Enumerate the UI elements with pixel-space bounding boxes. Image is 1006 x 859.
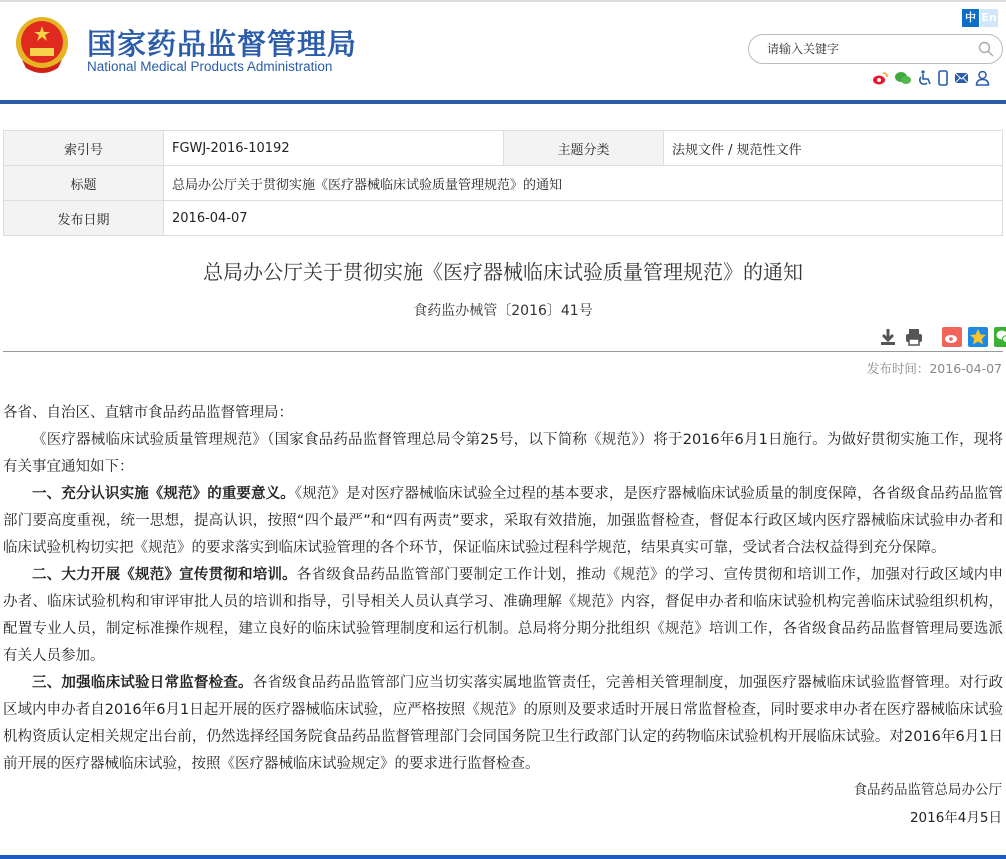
share-weibo-icon[interactable] <box>942 327 962 347</box>
title-value: 总局办公厅关于贯彻实施《医疗器械临床试验质量管理规范》的通知 <box>164 166 1003 201</box>
date-label: 发布日期 <box>4 201 164 236</box>
site-header <box>0 0 1006 100</box>
search-icon[interactable] <box>978 41 994 57</box>
lang-zh-button[interactable]: 中 <box>962 9 979 27</box>
table-row <box>4 131 1003 166</box>
paragraph-2-heading: 二、大力开展《规范》宣传贯彻和培训。 <box>32 567 297 583</box>
signer: 食品药品监管总局办公厅 <box>853 782 1002 798</box>
category-label: 主题分类 <box>504 131 664 166</box>
lang-en-button[interactable]: En <box>980 9 998 27</box>
user-icon[interactable] <box>975 70 990 86</box>
weibo-icon[interactable] <box>872 70 888 86</box>
paragraph-2-body: 各省级食品药品监管部门要制定工作计划，推动《规范》的学习、宣传贯彻和培训工作，加强对行政区域内申办者、临床试验机构和审评审批人员的培训和指导，引导相关人员认真学习、准确理解《规范》内容，督促申办者和临床试验机构完善临床试验组织机构，配置专业人员，制定标准操作规程，建立良好的临床试验管理制度和运行机制。总局将分期分批组织《规范》培训工作，各省级食品药品监督管理局要选派有关人员参加。 <box>3 567 1004 664</box>
search-placeholder: 请输入关键字 <box>767 42 840 56</box>
index-value: FGWJ-2016-10192 <box>164 131 504 166</box>
paragraph-1-body: 《规范》是对医疗器械临床试验全过程的基本要求，是医疗器械临床试验质量的制度保障，各省级食品药品监管部门要高度重视，统一思想，提高认识，按照“四个最严”和“四有两责”要求，采取有效措施，加强监督检查，督促本行政区域内医疗器械临床试验申办者和临床试验机构切实把《规范》的要求落实到临床试验管理的各个环节，保证临床试验过程科学规范，结果真实可靠，受试者合法权益得到充分保障。 <box>3 486 1003 556</box>
wechat-icon[interactable] <box>894 70 912 86</box>
paragraph-1-heading: 一、充分认识实施《规范》的重要意义。 <box>32 486 295 502</box>
paragraph-3-body: 各省级食品药品监管部门应当切实落实属地监管责任，完善相关管理制度，加强医疗器械临床试验监督管理。对行政区域内申办者自2016年6月1日起开展的医疗器械临床试验，应严格按照《规范》的原则及要求适时开展日常监督检查，同时要求申办者在医疗器械临床试验机构资质认定相关规定出台前，仍然选择经国务院食品药品监督管理部门会同国务院卫生行政部门认定的药物临床试验机构开展临床试验。对2016年6月1日前开展的医疗器械临床试验，按照《医疗器械临床试验规定》的要求进行监督检查。 <box>3 675 1003 772</box>
table-row <box>4 201 1003 236</box>
paragraph-2 <box>3 562 1003 670</box>
title-divider <box>3 351 1003 352</box>
accessibility-icon[interactable] <box>918 70 932 86</box>
paragraph-3-heading: 三、加强临床试验日常监督检查。 <box>32 675 253 691</box>
index-label: 索引号 <box>4 131 164 166</box>
table-row <box>4 166 1003 201</box>
publish-time: 发布时间：2016-04-07 <box>866 361 1002 376</box>
search-input[interactable] <box>748 34 1003 64</box>
article-title: 总局办公厅关于贯彻实施《医疗器械临床试验质量管理规范》的通知 <box>203 260 803 284</box>
site-title-en: National Medical Products Administration <box>87 59 333 74</box>
footer-divider <box>0 855 1006 859</box>
title-label: 标题 <box>4 166 164 201</box>
download-icon[interactable] <box>878 327 898 347</box>
mail-icon[interactable] <box>954 70 969 86</box>
article-body <box>3 400 1003 778</box>
salutation: 各省、自治区、直辖市食品药品监督管理局： <box>3 405 293 421</box>
print-icon[interactable] <box>904 327 924 347</box>
national-emblem-logo[interactable] <box>14 16 70 74</box>
header-divider <box>0 100 1006 104</box>
document-meta-table <box>3 130 1003 236</box>
intro-paragraph: 《医疗器械临床试验质量管理规范》（国家食品药品监督管理总局令第25号，以下简称《规范》）将于2016年6月1日施行。为做好贯彻实施工作，现将有关事宜通知如下： <box>3 432 1003 475</box>
document-number: 食药监办械管〔2016〕41号 <box>413 303 593 319</box>
paragraph-3 <box>3 670 1003 778</box>
share-wechat-icon[interactable] <box>994 327 1006 347</box>
mobile-icon[interactable] <box>938 70 948 86</box>
category-value: 法规文件 / 规范性文件 <box>664 131 1003 166</box>
date-value: 2016-04-07 <box>164 201 1003 236</box>
paragraph-1 <box>3 481 1003 562</box>
sign-date: 2016年4月5日 <box>909 810 1002 826</box>
site-title-cn: 国家药品监督管理局 <box>87 27 358 61</box>
share-qzone-icon[interactable] <box>968 327 988 347</box>
